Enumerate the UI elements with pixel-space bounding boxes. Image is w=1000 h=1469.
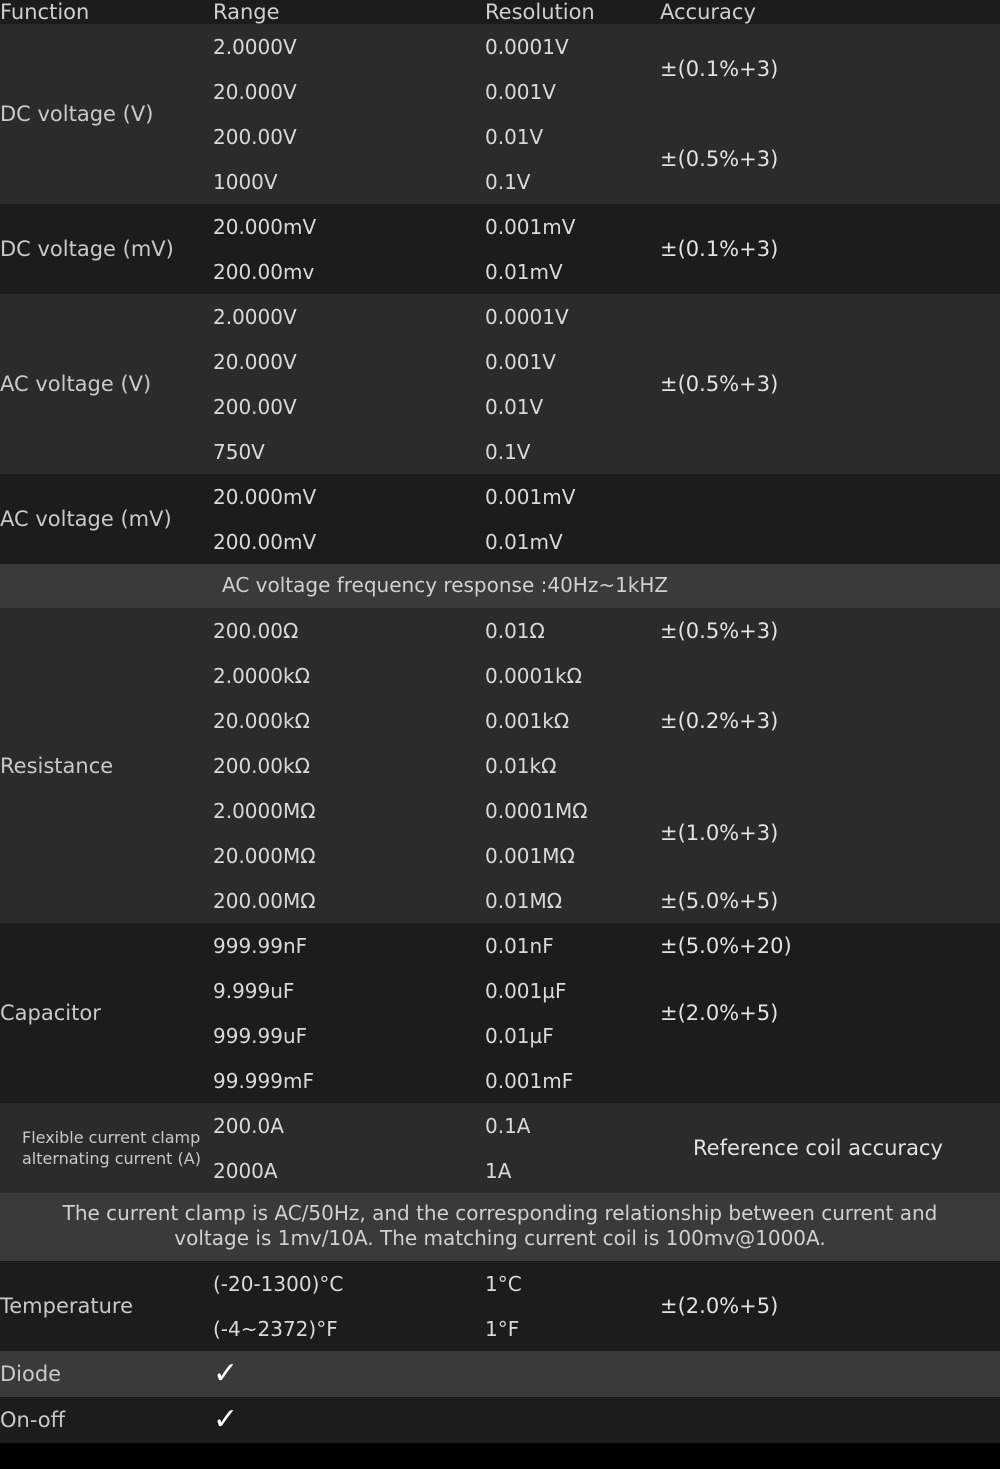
resolution-value: 1A	[485, 1158, 512, 1183]
range-value: 2.0000MΩ	[213, 798, 316, 823]
resolution-value: 0.1V	[485, 439, 531, 464]
accuracy-value: ±(2.0%+5)	[660, 1001, 779, 1025]
resolution-value: 0.01Ω	[485, 618, 545, 643]
range-value: 2000A	[213, 1158, 278, 1183]
current-clamp-note-row	[0, 1193, 1000, 1261]
resolution-value: 0.1A	[485, 1113, 531, 1138]
checkmark-icon: ✓	[213, 1402, 239, 1437]
range-value: 200.00V	[213, 124, 297, 149]
accuracy-value: ±(0.2%+3)	[660, 708, 779, 733]
accuracy-value: ±(0.1%+3)	[660, 237, 779, 261]
resolution-value: 0.001MΩ	[485, 843, 575, 868]
accuracy-empty	[660, 474, 1000, 564]
accuracy-value: ±(2.0%+5)	[660, 1294, 779, 1318]
range-value: 99.999mF	[213, 1068, 314, 1093]
range-value: 200.00MΩ	[213, 888, 316, 913]
onoff-check-cell	[213, 1397, 1000, 1443]
resolution-value: 0.01V	[485, 394, 544, 419]
frequency-response-note: AC voltage frequency response :40Hz~1kHZ	[222, 573, 669, 597]
current-clamp-note: The current clamp is AC/50Hz, and the corresponding relationship between current and voltage is 1mv/10A. The matching current coil is 100mv@1000A.	[62, 1201, 938, 1250]
accuracy-value: ±(0.5%+3)	[660, 372, 779, 396]
range-value: (-20-1300)°C	[213, 1271, 344, 1296]
range-value: 20.000kΩ	[213, 708, 310, 733]
table-row	[0, 1261, 1000, 1306]
range-value: 20.000V	[213, 349, 297, 374]
resolution-value: 0.001µF	[485, 978, 567, 1003]
resolution-value: 0.001mV	[485, 484, 576, 509]
accuracy-value: ±(0.5%+3)	[660, 618, 779, 643]
resolution-value: 0.001V	[485, 349, 556, 374]
function-temperature: Temperature	[0, 1294, 134, 1318]
accuracy-value: Reference coil accuracy	[693, 1136, 943, 1160]
accuracy-value: ±(5.0%+20)	[660, 933, 792, 958]
resolution-value: 0.01kΩ	[485, 753, 557, 778]
table-row	[0, 204, 1000, 249]
checkmark-icon: ✓	[213, 1356, 239, 1391]
resolution-value: 0.01MΩ	[485, 888, 563, 913]
resolution-value: 0.1V	[485, 169, 531, 194]
function-capacitor: Capacitor	[0, 1001, 101, 1025]
accuracy-value: ±(0.1%+3)	[660, 57, 779, 81]
resolution-value: 0.01mV	[485, 529, 563, 554]
range-value: 20.000MΩ	[213, 843, 316, 868]
table-row	[0, 608, 1000, 653]
header-range: Range	[213, 0, 280, 24]
range-value: 999.99uF	[213, 1023, 308, 1048]
range-value: 200.00V	[213, 394, 297, 419]
diode-check-cell	[213, 1351, 1000, 1397]
range-value: 999.99nF	[213, 933, 308, 958]
resolution-value: 0.01nF	[485, 933, 554, 958]
function-on-off: On-off	[0, 1408, 66, 1432]
range-value: 200.00kΩ	[213, 753, 310, 778]
resolution-value: 1°C	[485, 1271, 522, 1296]
function-dc-voltage-mv: DC voltage (mV)	[0, 237, 174, 261]
table-row	[0, 294, 1000, 339]
range-value: 200.00mv	[213, 259, 315, 284]
header-resolution: Resolution	[485, 0, 595, 24]
header-accuracy: Accuracy	[660, 0, 756, 24]
resolution-value: 0.01µF	[485, 1023, 554, 1048]
resolution-value: 0.001mF	[485, 1068, 574, 1093]
range-value: 2.0000V	[213, 34, 297, 59]
range-value: 200.00mV	[213, 529, 317, 554]
range-value: 2.0000kΩ	[213, 663, 310, 688]
function-flexible-current-clamp: Flexible current clamp alternating current (A)	[22, 1128, 201, 1168]
table-row-diode	[0, 1351, 1000, 1397]
range-value: 20.000mV	[213, 484, 317, 509]
resolution-value: 0.01mV	[485, 259, 563, 284]
accuracy-value: ±(0.5%+3)	[660, 147, 779, 171]
function-ac-voltage-mv: AC voltage (mV)	[0, 507, 172, 531]
range-value: 200.00Ω	[213, 618, 299, 643]
table-row-onoff	[0, 1397, 1000, 1443]
accuracy-value: ±(5.0%+5)	[660, 888, 779, 913]
resolution-value: 0.001mV	[485, 214, 576, 239]
header-function: Function	[0, 0, 90, 24]
resolution-value: 0.0001MΩ	[485, 798, 588, 823]
function-resistance: Resistance	[0, 753, 114, 778]
range-value: (-4~2372)°F	[213, 1316, 338, 1341]
accuracy-value	[660, 1058, 1000, 1103]
range-value: 2.0000V	[213, 304, 297, 329]
table-row	[0, 24, 1000, 69]
frequency-response-note-row	[0, 564, 1000, 608]
accuracy-value: ±(1.0%+3)	[660, 821, 779, 845]
range-value: 20.000V	[213, 79, 297, 104]
resolution-value: 0.001kΩ	[485, 708, 570, 733]
table-row	[0, 923, 1000, 968]
table-header-row	[0, 0, 1000, 24]
range-value: 9.999uF	[213, 978, 295, 1003]
range-value: 20.000mV	[213, 214, 317, 239]
resolution-value: 0.0001V	[485, 304, 569, 329]
range-value: 1000V	[213, 169, 278, 194]
table-row	[0, 1103, 1000, 1148]
function-diode: Diode	[0, 1362, 62, 1386]
resolution-value: 0.01V	[485, 124, 544, 149]
resolution-value: 1°F	[485, 1316, 520, 1341]
range-value: 200.0A	[213, 1113, 284, 1138]
range-value: 750V	[213, 439, 265, 464]
resolution-value: 0.0001V	[485, 34, 569, 59]
resolution-value: 0.0001kΩ	[485, 663, 582, 688]
resolution-value: 0.001V	[485, 79, 556, 104]
function-ac-voltage-v: AC voltage (V)	[0, 372, 152, 396]
table-row	[0, 474, 1000, 519]
function-dc-voltage-v: DC voltage (V)	[0, 102, 154, 126]
